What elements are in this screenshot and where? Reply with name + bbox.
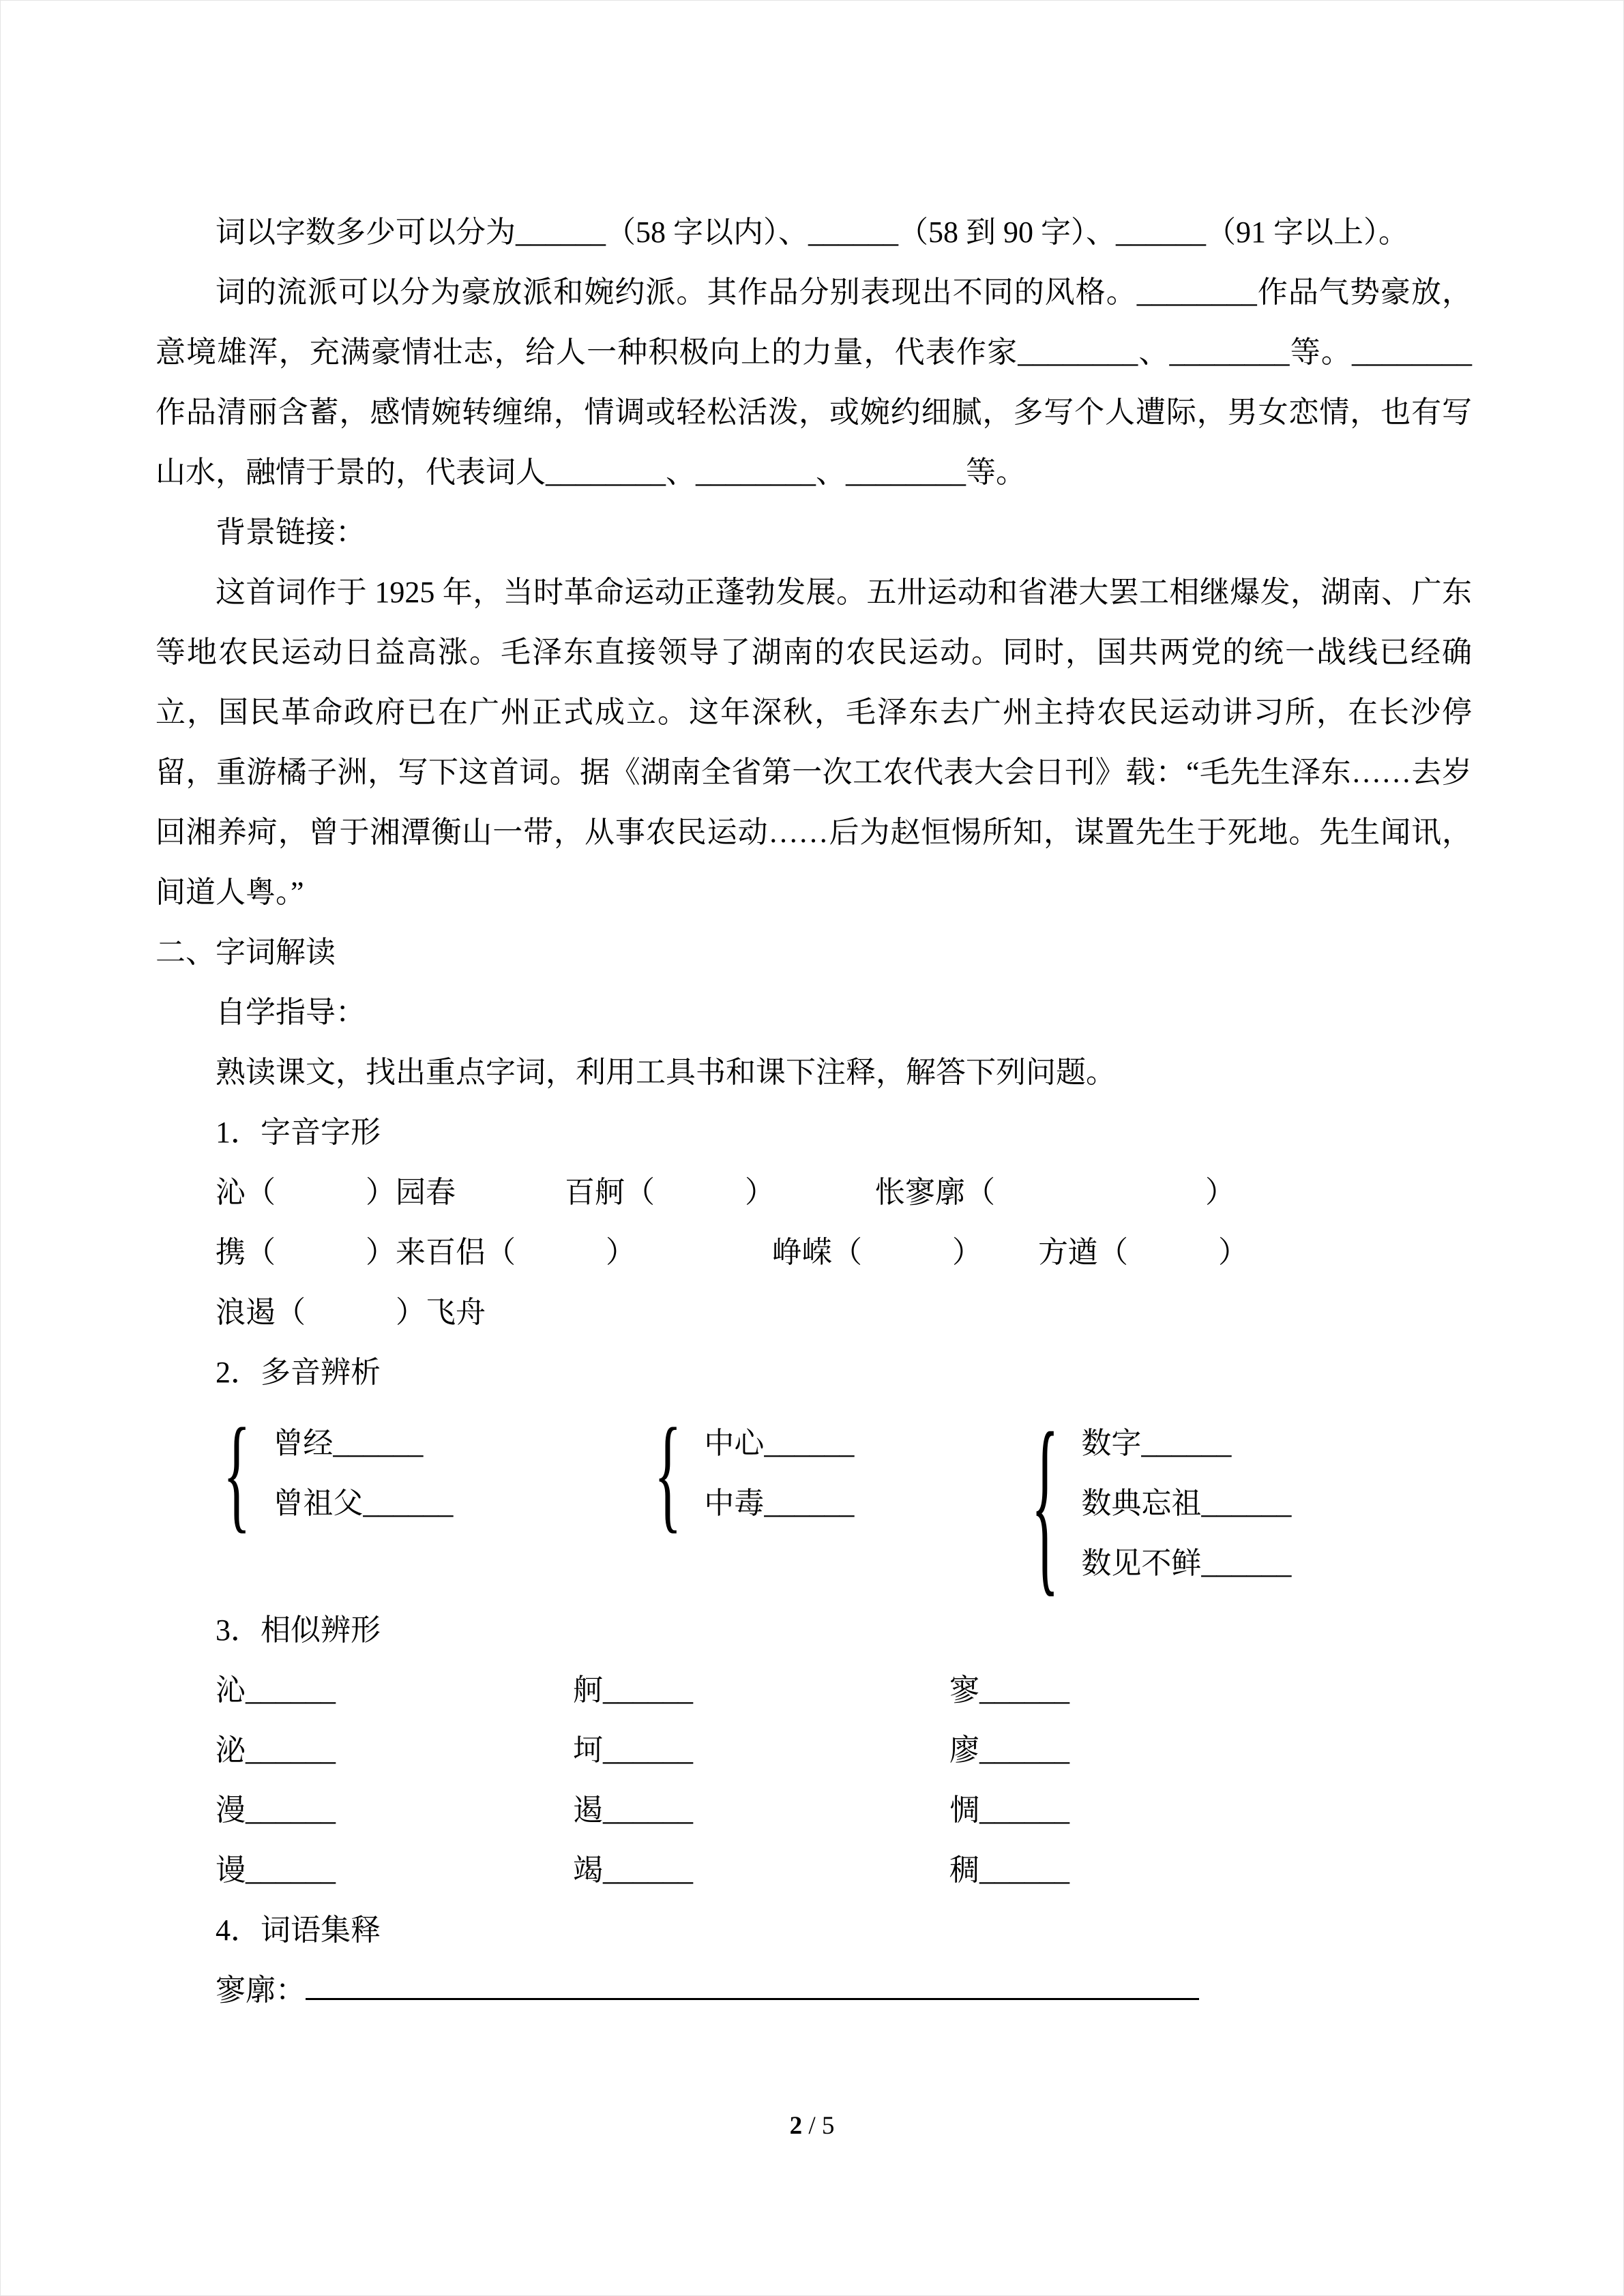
polyphonic-line: 中毒______ (704, 1487, 855, 1520)
total-pages: 5 (821, 2112, 835, 2140)
similar-shape-entry: 漫______ (216, 1793, 336, 1827)
polyphonic-group-shu (1024, 1393, 1472, 1614)
background-link-heading: 背景链接： (216, 516, 366, 549)
current-page-number: 2 (789, 2112, 803, 2140)
similar-shape-entry: 舸______ (573, 1673, 693, 1707)
background-link-body: 这首词作于 1925 年，当时革命运动正蓬勃发展。五卅运动和省港大罢工相继爆发，湖南、广东等地农民运动日益高涨。毛泽东直接领导了湖南的农民运动。同时，国共两党的统一战线已经确立，国民革命政府已在广州正式成立。这年深秋，毛泽东去广州主持农民运动讲习所，在长沙停留，重游橘子洲，写下这首词。据《湖南全省第一次工农代表大会日刊》载：“毛先生泽东……去岁回湘养疴，曾于湘潭衡山一带，从事农民运动……后为赵恒惕所知，谋置先生于死地。先生闻讯，间道人粤。” (156, 576, 1472, 909)
polyphonic-groups (156, 1393, 1472, 1614)
polyphonic-line: 数典忘祖______ (1081, 1487, 1292, 1520)
similar-shape-entry: 坷______ (573, 1733, 693, 1767)
left-brace-icon: { (653, 1402, 682, 1545)
paragraph-ci-length-classification: 词以字数多少可以分为______（58 字以内）、______（58 到 90 字）、______（91 字以上）。 (216, 215, 1408, 249)
paragraph-ci-schools: 词的流派可以分为豪放派和婉约派。其作品分别表现出不同的风格。________作品气势豪放，意境雄浑，充满豪情壮志，给人一种积极向上的力量，代表作家________、________等。________作品清丽含蓄，感情婉转缠绵，情调或轻松活泼，或婉约细腻，多写个人遭际，男女恋情，也有写山水，融情于景的，代表词人________、________、________等。 (156, 275, 1472, 489)
gloss-blank-line (306, 1970, 1199, 2000)
phonetics-entry: 携（ ）来百侣（ ） (216, 1236, 636, 1269)
similar-shape-entry: 遏______ (573, 1793, 693, 1827)
section-heading-word-interpretation: 二、字词解读 (156, 936, 336, 969)
item3-title-similar-shapes: 3．相似辨形 (216, 1613, 381, 1647)
similar-shape-entry: 寥______ (949, 1673, 1069, 1707)
phonetics-entry: 峥嵘（ ） (772, 1236, 982, 1269)
similar-shape-entry: 廖______ (949, 1733, 1069, 1767)
phonetics-row-3 (156, 1283, 1472, 1343)
item1-title-phonetics: 1．字音字形 (216, 1116, 381, 1149)
polyphonic-line: 数字______ (1081, 1427, 1232, 1460)
phonetics-entry: 方遒（ ） (1038, 1236, 1248, 1269)
similar-shape-entry: 谩______ (216, 1853, 336, 1887)
phonetics-entry: 沁（ ）园春 (216, 1176, 456, 1209)
polyphonic-line: 数见不鲜______ (1081, 1547, 1292, 1580)
item4-title-glossary: 4．词语集释 (216, 1913, 381, 1947)
similar-shape-entry: 泌______ (216, 1733, 336, 1767)
gloss-term: 寥廓： (216, 1973, 306, 2007)
gloss-row (156, 1960, 1472, 2021)
polyphonic-line: 曾经______ (273, 1427, 424, 1460)
similar-shape-entry: 竭______ (573, 1853, 693, 1887)
polyphonic-lines (273, 1414, 453, 1534)
similar-shapes-row (156, 1780, 1472, 1840)
polyphonic-group-zhong (647, 1402, 1024, 1545)
page-footer (1, 2109, 1623, 2143)
similar-shape-entry: 惆______ (949, 1793, 1069, 1827)
similar-shape-entry: 稠______ (949, 1853, 1069, 1887)
left-brace-icon: { (222, 1402, 251, 1545)
similar-shape-entry: 沁______ (216, 1673, 336, 1707)
similar-shapes-row (156, 1840, 1472, 1900)
phonetics-row-2 (156, 1223, 1472, 1283)
page-separator: / (802, 2112, 822, 2140)
similar-shapes-row (156, 1720, 1472, 1780)
polyphonic-lines (704, 1414, 854, 1534)
phonetics-entry: 怅寥廓（ ） (875, 1176, 1235, 1209)
item2-title-polyphonic: 2．多音辨析 (216, 1356, 381, 1389)
similar-shapes-row (156, 1660, 1472, 1720)
polyphonic-lines (1081, 1414, 1291, 1594)
document-content (156, 203, 1472, 2021)
instruction-text: 熟读课文，找出重点字词，利用工具书和课下注释，解答下列问题。 (216, 1056, 1116, 1089)
phonetics-entry: 浪遏（ ）飞舟 (216, 1296, 486, 1329)
polyphonic-line: 曾祖父______ (273, 1487, 454, 1520)
phonetics-row-1 (156, 1163, 1472, 1223)
polyphonic-line: 中心______ (704, 1427, 855, 1460)
self-study-guide-label: 自学指导： (216, 996, 366, 1029)
polyphonic-group-zeng (216, 1402, 647, 1545)
left-brace-icon: { (1031, 1393, 1059, 1614)
phonetics-entry: 百舸（ ） (565, 1176, 775, 1209)
